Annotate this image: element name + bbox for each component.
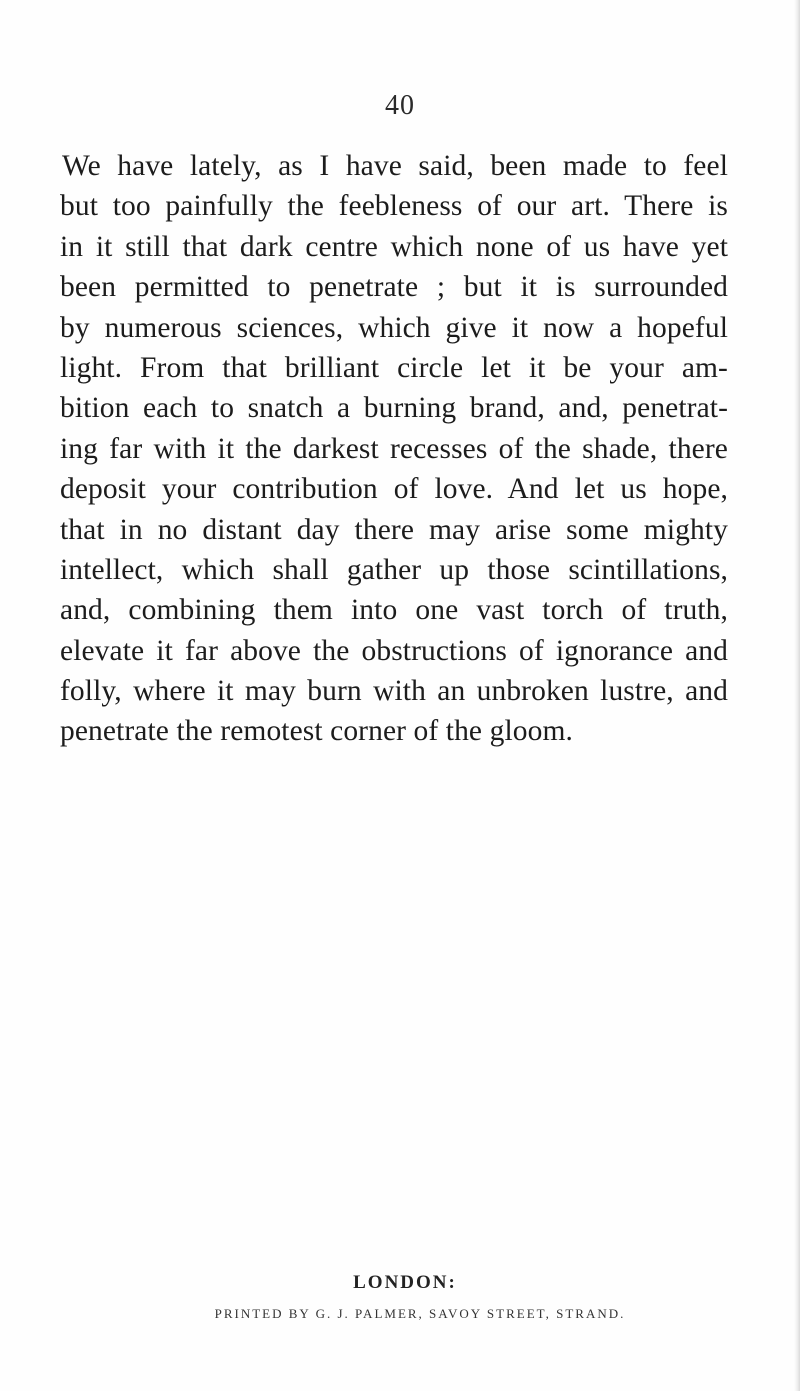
text-line: We have lately, as I have said, been made to feel (62, 150, 728, 182)
text-line: elevate it far above the obstructions of ignorance and (60, 634, 728, 667)
page-number: 40 (385, 90, 415, 121)
text-line: in it still that dark centre which none of us have yet (60, 230, 728, 263)
text-line: been permitted to penetrate ; but it is surrounded (60, 271, 728, 304)
text-line: and, combining them into one vast torch of truth, (60, 594, 728, 627)
printer-imprint: PRINTED BY G. J. PALMER, SAVOY STREET, STRAND. (214, 1306, 626, 1321)
imprint-city: LONDON: (353, 1272, 457, 1293)
text-line: intellect, which shall gather up those scintillations, (60, 553, 728, 586)
text-line: light. From that brilliant circle let it be your am- (60, 351, 728, 384)
text-line: by numerous sciences, which give it now a hopeful (60, 311, 728, 344)
text-line: penetrate the remotest corner of the gloom. (60, 715, 573, 748)
text-line: ing far with it the darkest recesses of the shade, there (60, 432, 728, 465)
text-line: deposit your contribution of love. And let us hope, (60, 473, 728, 506)
text-line: but too painfully the feebleness of our art. There is (60, 190, 728, 223)
text-line: bition each to snatch a burning brand, and, penetrat- (60, 392, 728, 425)
page-edge (794, 0, 800, 1391)
text-line: folly, where it may burn with an unbroken lustre, and (60, 675, 728, 708)
body-paragraph (60, 146, 728, 752)
text-line: that in no distant day there may arise some mighty (60, 513, 728, 546)
